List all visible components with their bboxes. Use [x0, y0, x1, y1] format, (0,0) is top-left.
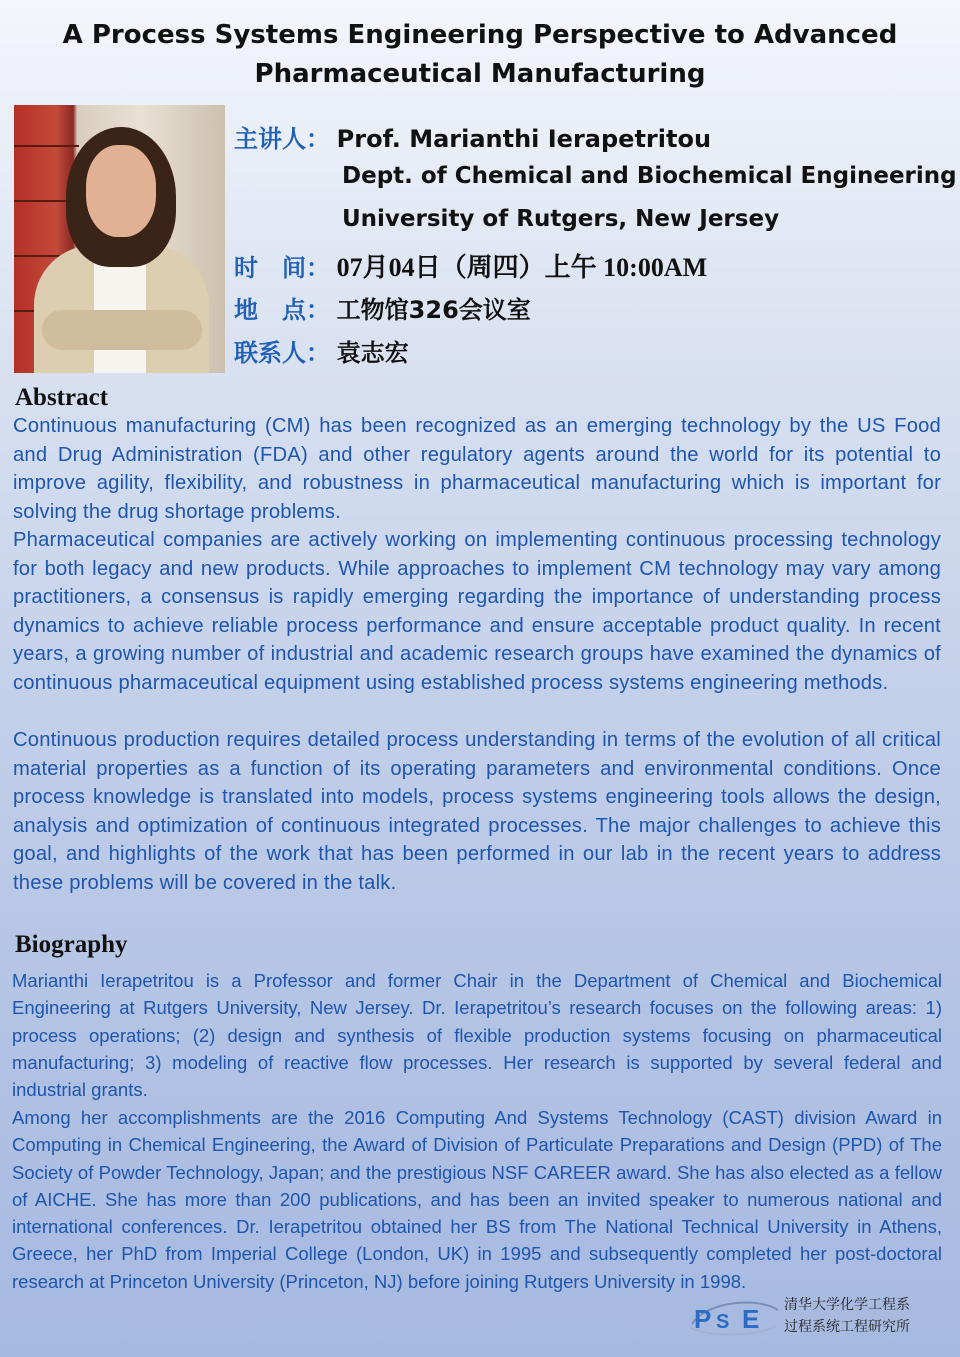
speaker-row [234, 119, 711, 154]
time-row [234, 247, 707, 284]
title-line-1: A Process Systems Engineering Perspective to Advanced [62, 20, 898, 50]
contact-value: 袁志宏 [336, 339, 409, 367]
title-line-2: Pharmaceutical Manufacturing [254, 59, 706, 89]
colon: ： [306, 125, 330, 153]
time-value: 07月04日（周四）上午 10:00AM [336, 253, 708, 282]
speaker-university-text: University of Rutgers, New Jersey [342, 206, 780, 232]
speaker-dept-text: Dept. of Chemical and Biochemical Engineering [342, 163, 957, 189]
colon: ： [306, 339, 330, 367]
colon: ： [306, 296, 330, 324]
contact-label: 联系人 [234, 339, 306, 367]
abstract-paragraph-1: Continuous manufacturing (CM) has been recognized as an emerging technology by the US Food and Drug Administration (FDA) and other regulatory agents around the world for its potential to improve agility, flexibility, and robustness in pharmaceutical manufacturing which is important for solving the drug shortage problems. [13, 415, 941, 523]
page-title [0, 16, 960, 94]
speaker-label: 主讲人 [234, 125, 306, 153]
speaker-university [342, 205, 779, 233]
colon: ： [306, 254, 330, 282]
speaker-dept [342, 162, 957, 190]
speaker-name: Prof. Marianthi Ierapetritou [336, 125, 712, 153]
abstract-heading: Abstract [15, 384, 109, 411]
speaker-photo [14, 105, 225, 373]
institute-line-2: 过程系统工程研究所 [784, 1319, 910, 1335]
institute-name [784, 1294, 910, 1338]
abstract-paragraph-2: Pharmaceutical companies are actively working on implementing continuous processing technology for both legacy and new products. While approaches to implement CM technology may vary among practitioners, a consensus is rapidly emerging regarding the importance of understanding process dynamics to achieve reliable process performance and ensure acceptable product quality. In recent years, a growing number of industrial and academic research groups have examined the dynamics of continuous pharmaceutical equipment using established process systems engineering methods. [13, 529, 941, 694]
place-row [234, 290, 531, 325]
biography-paragraph-2: Among her accomplishments are the 2016 Computing And Systems Technology (CAST) division Award in Computing in Chemical Engineering, the Award of Division of Particulate Preparations and Design (PPD) of The Society of Powder Technology, Japan; and the prestigious NSF CAREER award. She has also elected as a fellow of AICHE. She has more than 200 publications, and has been an invited speaker to numerous national and international conferences. Dr. Ierapetritou obtained her BS from The National Technical University in Athens, Greece, her PhD from Imperial College (London, UK) in 1995 and subsequently completed her post-doctoral research at Princeton University (Princeton, NJ) before joining Rutgers University in 1998. [12, 1107, 942, 1292]
institute-line-1: 清华大学化学工程系 [784, 1297, 910, 1313]
place-label: 地 点 [234, 296, 306, 324]
time-label: 时 间 [234, 254, 306, 282]
contact-row [234, 333, 409, 368]
biography-heading: Biography [15, 931, 128, 958]
svg-text:E: E [742, 1304, 760, 1334]
pse-logo-icon [686, 1298, 782, 1338]
biography-paragraph-1: Marianthi Ierapetritou is a Professor and former Chair in the Department of Chemical and Biochemical Engineering at Rutgers University, New Jersey. Dr. Ierapetritou’s research focuses on the following areas: 1) process operations; (2) design and synthesis of flexible production systems focusing on pharmaceutical manufacturing; 3) modeling of reactive flow processes. Her research is supported by several federal and industrial grants. [12, 970, 942, 1101]
svg-text:P: P [694, 1304, 712, 1334]
place-value: 工物馆326会议室 [336, 296, 531, 324]
abstract-paragraph-3: Continuous production requires detailed process understanding in terms of the evolution of all critical material properties as a function of its operating parameters and environmental conditions. Once process knowledge is translated into models, process systems engineering tools allows the design, analysis and optimization of continuous integrated processes. The major challenges to achieve this goal, and highlights of the work that has been performed in our lab in the recent years to address these problems will be covered in the talk. [13, 729, 941, 894]
svg-text:S: S [716, 1311, 730, 1333]
